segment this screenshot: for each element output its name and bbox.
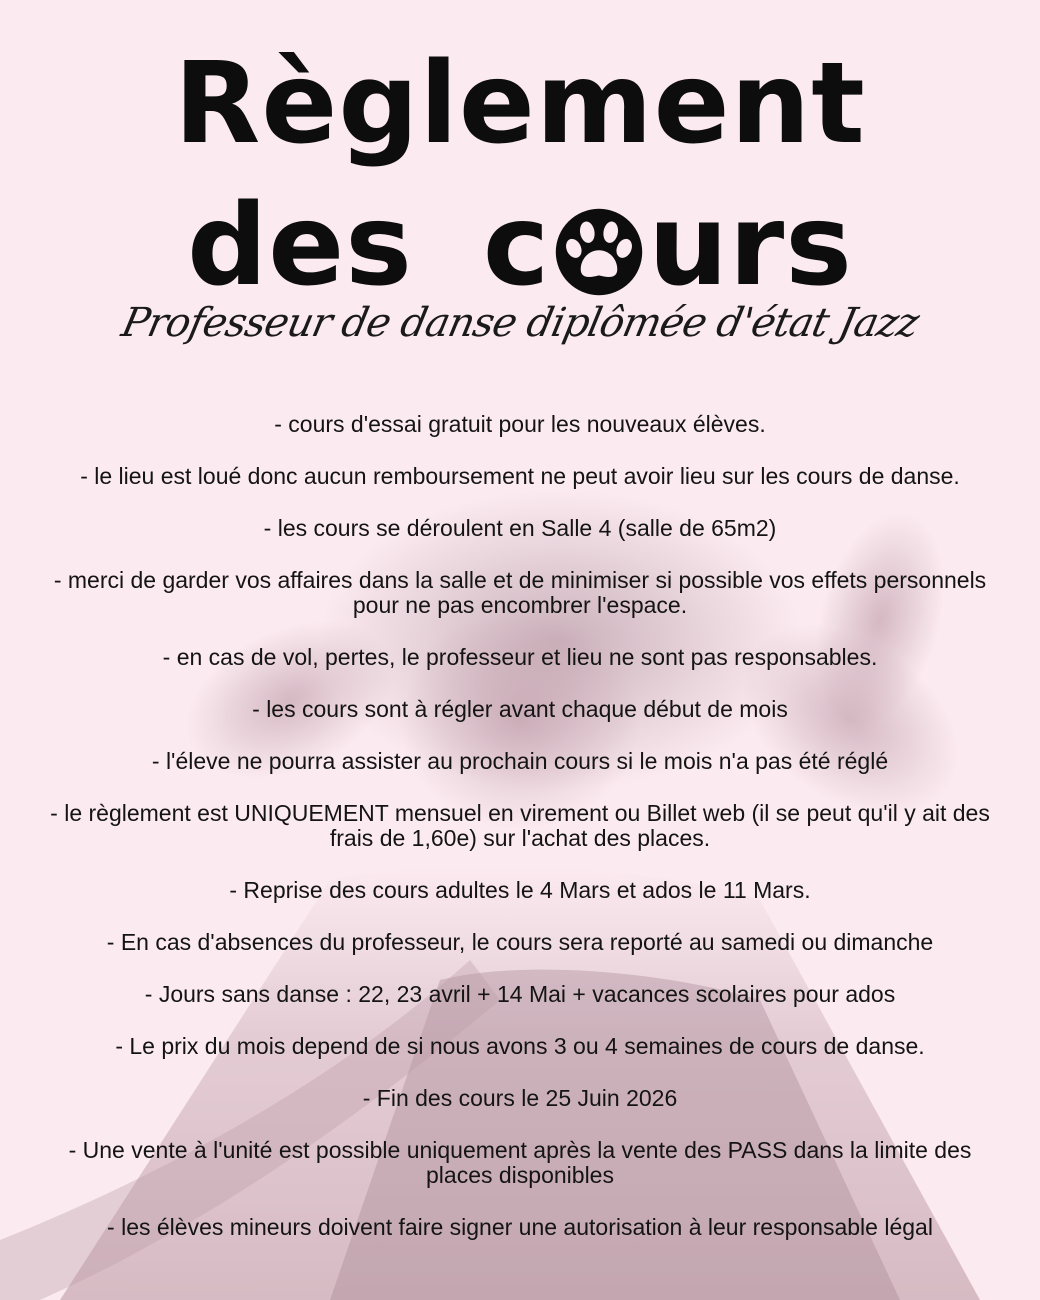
rules-list bbox=[40, 412, 1000, 1267]
rule-item: - Jours sans danse : 22, 23 avril + 14 Mai + vacances scolaires pour ados bbox=[144, 981, 896, 1007]
rule-item: - en cas de vol, pertes, le professeur et lieu ne sont pas responsables. bbox=[162, 644, 878, 670]
rule-item: - l'éleve ne pourra assister au prochain cours si le mois n'a pas été réglé bbox=[151, 748, 889, 774]
rule-item: - Fin des cours le 25 Juin 2026 bbox=[362, 1085, 678, 1111]
rule-item: - le lieu est loué donc aucun remboursement ne peut avoir lieu sur les cours de danse. bbox=[80, 463, 960, 489]
rule-item: - Une vente à l'unité est possible uniquement après la vente des PASS dans la limite des places disponibles bbox=[68, 1137, 972, 1188]
title-line-1: Règlement bbox=[174, 39, 866, 169]
title-word-des: des bbox=[187, 181, 413, 311]
title-word-urs: urs bbox=[648, 181, 853, 311]
rule-item: - les cours se déroulent en Salle 4 (salle de 65m2) bbox=[263, 515, 777, 541]
title-line-2 bbox=[0, 181, 1040, 311]
rule-item: - En cas d'absences du professeur, le cours sera reporté au samedi ou dimanche bbox=[106, 929, 934, 955]
rule-item: - les élèves mineurs doivent faire signer une autorisation à leur responsable légal bbox=[107, 1214, 933, 1240]
rule-item: - le règlement est UNIQUEMENT mensuel en virement ou Billet web (il se peut qu'il y ait des frais de 1,60e) sur l'achat des places. bbox=[50, 800, 990, 851]
rule-item: - cours d'essai gratuit pour les nouveaux élèves. bbox=[274, 411, 766, 437]
subtitle-script: Professeur de danse diplômée d'état Jazz bbox=[117, 300, 923, 346]
rule-item: - Le prix du mois depend de si nous avons 3 ou 4 semaines de cours de danse. bbox=[115, 1033, 925, 1059]
rule-item: - les cours sont à régler avant chaque début de mois bbox=[252, 696, 788, 722]
rule-item: - merci de garder vos affaires dans la salle et de minimiser si possible vos effets personnels pour ne pas encombrer l'espace. bbox=[53, 567, 987, 618]
rule-item: - Reprise des cours adultes le 4 Mars et ados le 11 Mars. bbox=[229, 877, 811, 903]
title-letter-c: c bbox=[482, 181, 551, 311]
paw-print-icon bbox=[554, 207, 644, 297]
